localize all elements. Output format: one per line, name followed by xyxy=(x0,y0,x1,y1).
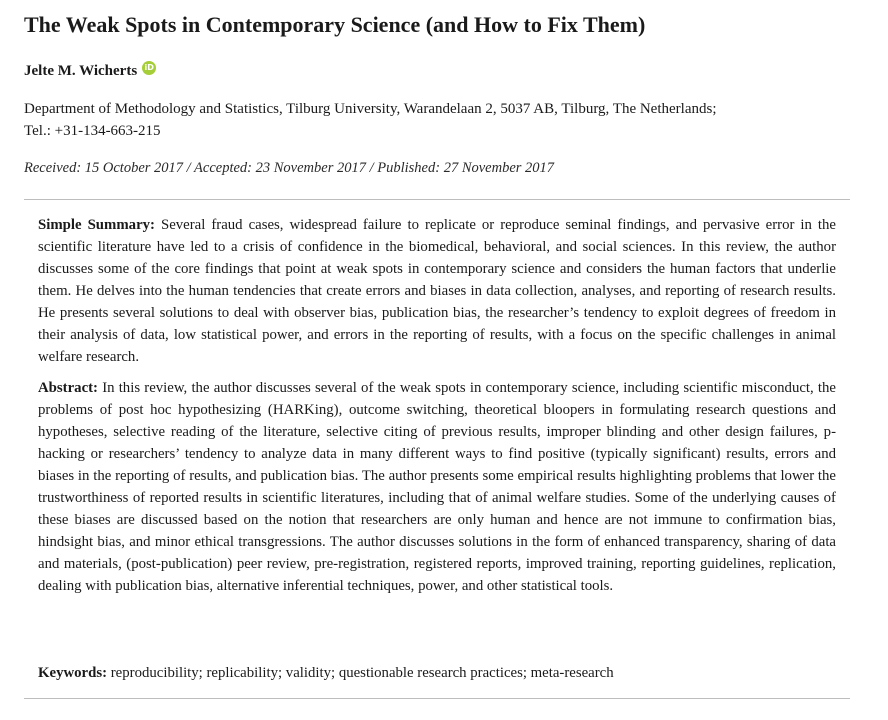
simple-summary-text: Several fraud cases, widespread failure to replicate or reproduce seminal findings, and pervasive error in the scientific literature have led to a crisis of confidence in the biomedical, behavioral, and social sciences. In this review, the author discusses some of the core findings that point at weak spots in contemporary science and considers the human factors that underlie them. He delves into the human tendencies that create errors and biases in data collection, analyses, and reporting of research results. He presents several solutions to deal with observer bias, publication bias, the researcher’s tendency to exploit degrees of freedom in their analysis of data, low statistical power, and errors in the reporting of results, with a focus on the specific challenges in animal welfare research. xyxy=(38,217,836,365)
affiliation xyxy=(24,98,844,142)
keywords xyxy=(38,662,836,684)
keywords-label: Keywords: xyxy=(38,665,111,681)
abstract-label: Abstract: xyxy=(38,380,103,396)
simple-summary-label: Simple Summary: xyxy=(38,217,161,233)
keywords-text: reproducibility; replicability; validity; questionable research practices; meta-research xyxy=(110,665,614,681)
abstract xyxy=(38,377,836,597)
author-name[interactable]: Jelte M. Wicherts xyxy=(24,63,138,79)
bottom-divider xyxy=(24,698,850,699)
author-line xyxy=(24,60,156,82)
affiliation-address: Department of Methodology and Statistics, Tilburg University, Warandelaan 2, 5037 AB, Tilburg, The Netherlands; xyxy=(24,101,717,117)
top-divider xyxy=(24,199,850,200)
publication-dates: Received: 15 October 2017 / Accepted: 23 November 2017 / Published: 27 November 2017 xyxy=(24,160,555,176)
orcid-icon[interactable]: iD xyxy=(142,61,156,75)
abstract-text: In this review, the author discusses several of the weak spots in contemporary science, including scientific misconduct, the problems of post hoc hypothesizing (HARKing), outcome switching, theoretical bloopers in formulating research questions and hypotheses, selective reading of the literature, selective citing of previous results, improper blinding and other design failures, p-hacking or researchers’ tendency to analyze data in many different ways to find positive (typically significant) results, errors and biases in the reporting of results, and publication bias. The author presents some empirical results highlighting problems that lower the trustworthiness of reported results in scientific literatures, including that of animal welfare studies. Some of the underlying causes of these biases are discussed based on the notion that researchers are only human and hence are not immune to confirmation bias, hindsight bias, and minor ethical transgressions. The author discusses solutions in the form of enhanced transparency, sharing of data and materials, (post-publication) peer review, pre-registration, registered reports, improved training, reporting guidelines, replication, dealing with publication bias, alternative inferential techniques, power, and other statistical tools. xyxy=(38,380,836,594)
affiliation-phone: Tel.: +31-134-663-215 xyxy=(24,123,161,139)
paper-title: The Weak Spots in Contemporary Science (and How to Fix Them) xyxy=(24,12,646,37)
simple-summary xyxy=(38,214,836,368)
